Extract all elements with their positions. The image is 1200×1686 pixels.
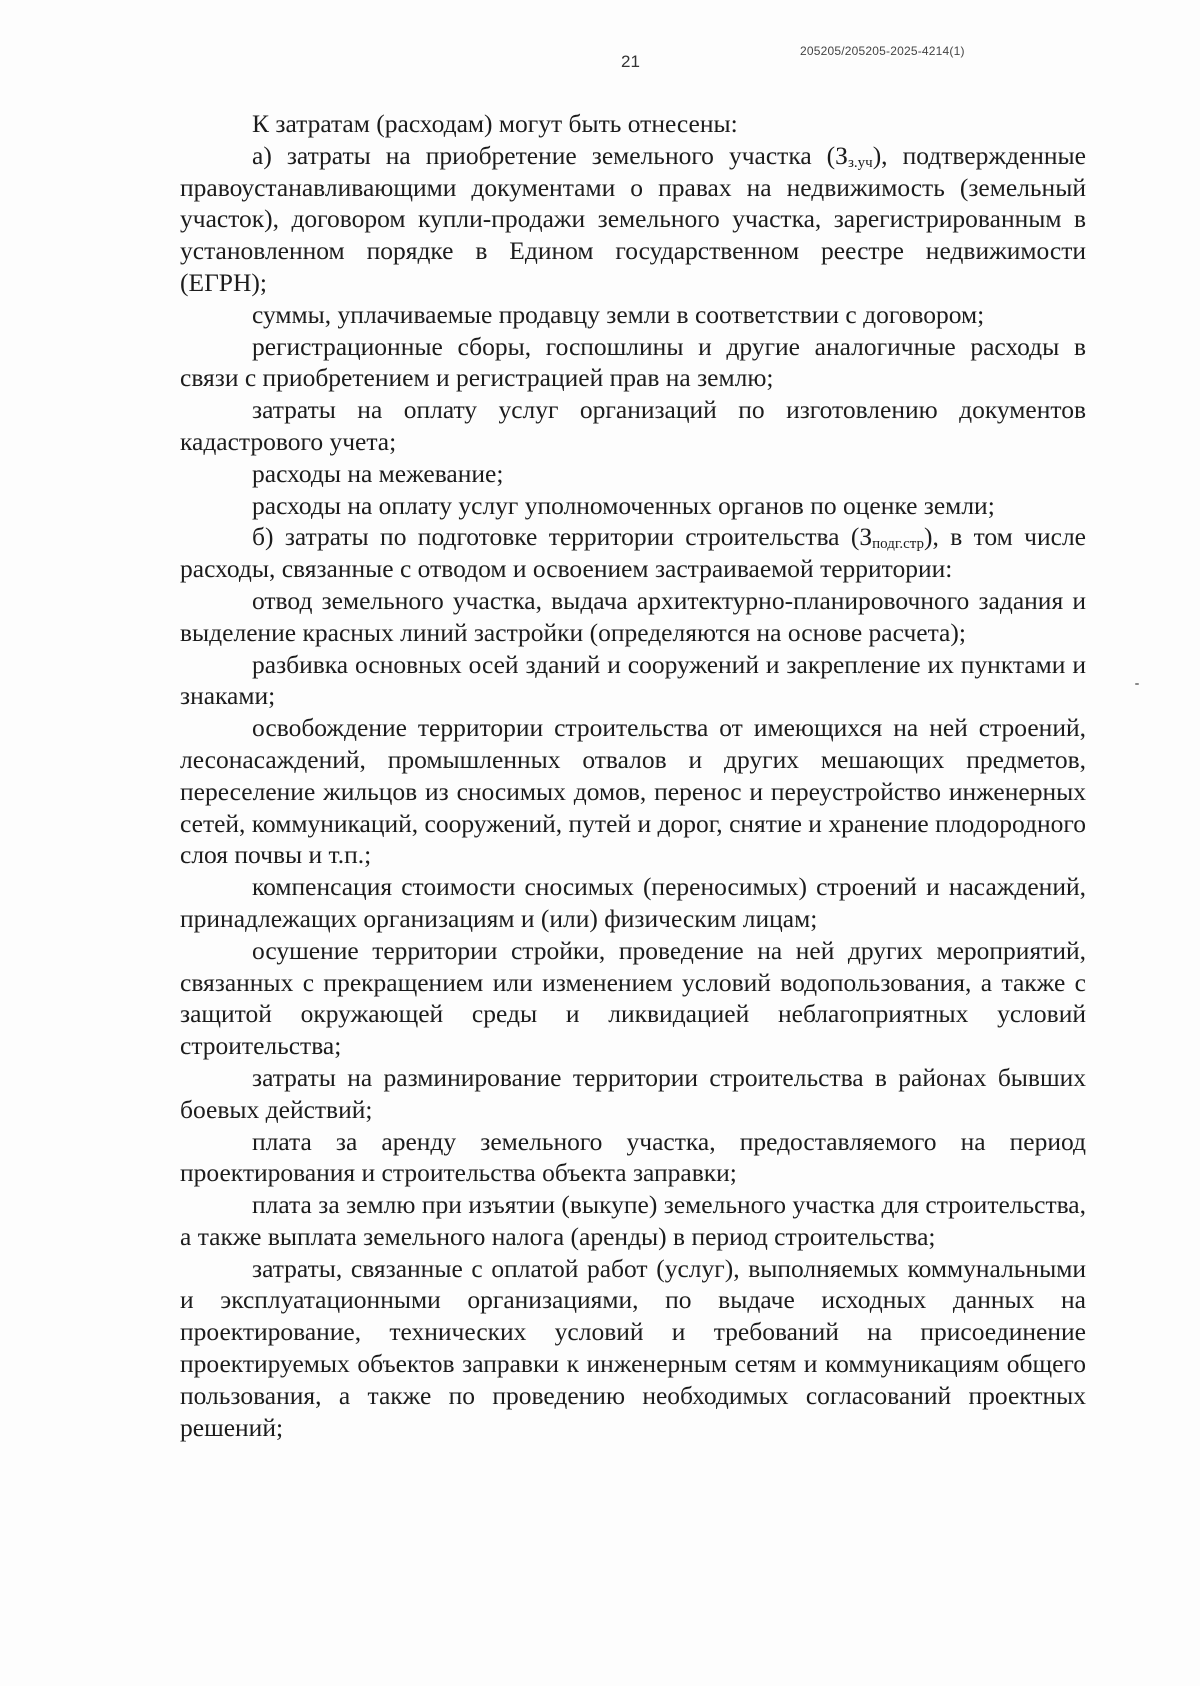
paragraph: расходы на оплату услуг уполномоченных органов по оценке земли; [252, 490, 995, 520]
paragraph: суммы, уплачиваемые продавцу земли в соответствии с договором; [252, 299, 985, 329]
paragraph: освобождение территории строительства от имеющихся на ней строений, лесонасаждений, промышленных отвалов и других мешающих предметов, переселение жильцов из сносимых домов, перенос и переустройство инженерных сетей, коммуникаций, сооружений, путей и дорог, снятие и хранение плодородного слоя почвы и т.п.; [180, 713, 1086, 870]
subscript: з.уч [847, 154, 873, 171]
paragraph: осушение территории стройки, проведение на ней других мероприятий, связанных с прекращением или изменением условий водопользования, а также с защитой окружающей среды и ликвидацией неблагоприятных условий строительства; [180, 935, 1086, 1061]
paragraph: плата за землю при изъятии (выкупе) земельного участка для строительства, а также выплата земельного налога (аренды) в период строительства; [180, 1190, 1086, 1251]
paragraph: плата за аренду земельного участка, предоставляемого на период проектирования и строительства объекта заправки; [180, 1126, 1086, 1188]
paragraph: затраты на разминирование территории строительства в районах бывших боевых действий; [180, 1062, 1086, 1124]
paragraph: регистрационные сборы, госпошлины и другие аналогичные расходы в связи с приобретением и регистрацией прав на землю; [180, 331, 1086, 393]
paragraph: расходы на межевание; [252, 458, 504, 488]
paragraph-intro: К затратам (расходам) могут быть отнесены: [252, 109, 738, 138]
page-number: 21 [621, 52, 640, 71]
document-body [180, 108, 1086, 1443]
paragraph: затраты на оплату услуг организаций по изготовлению документов кадастрового учета; [180, 395, 1086, 456]
paragraph: затраты, связанные с оплатой работ (услуг), выполняемых коммунальными и эксплуатационными организациями, по выдаче исходных данных на проектирование, технических условий и требований на присоединение проектируемых объектов заправки к инженерным сетям и коммуникациям общего пользования, а также по проведению необходимых согласований проектных решений; [180, 1253, 1086, 1442]
paragraph-item-a [180, 140, 1086, 299]
paragraph-text: ), подтвержденные правоустанавливающими документами о правах на недвижимость (земельный участок), договором купли-продажи земельного участка, зарегистрированным в установленном порядке в Едином государственном реестре недвижимости (ЕГРН); [180, 140, 1086, 297]
paragraph: отвод земельного участка, выдача архитектурно-планировочного задания и выделение красных линий застройки (определяются на основе расчета); [180, 585, 1086, 647]
scan-speck [1135, 683, 1139, 685]
paragraph-item-b [180, 521, 1086, 585]
paragraph-text: а) затраты на приобретение земельного участка (З [252, 140, 848, 170]
subscript: подг.стр [872, 536, 924, 553]
paragraph-text: б) затраты по подготовке территории строительства (З [252, 522, 873, 552]
paragraph: разбивка основных осей зданий и сооружений и закрепление их пунктами и знаками; [180, 649, 1086, 711]
document-code: 205205/205205-2025-4214(1) [800, 44, 965, 58]
paragraph-text: ), в том числе расходы, связанные с отводом и освоением застраиваемой территории: [180, 522, 1086, 584]
paragraph: компенсация стоимости сносимых (переносимых) строений и насаждений, принадлежащих организациям и (или) физическим лицам; [180, 872, 1086, 933]
